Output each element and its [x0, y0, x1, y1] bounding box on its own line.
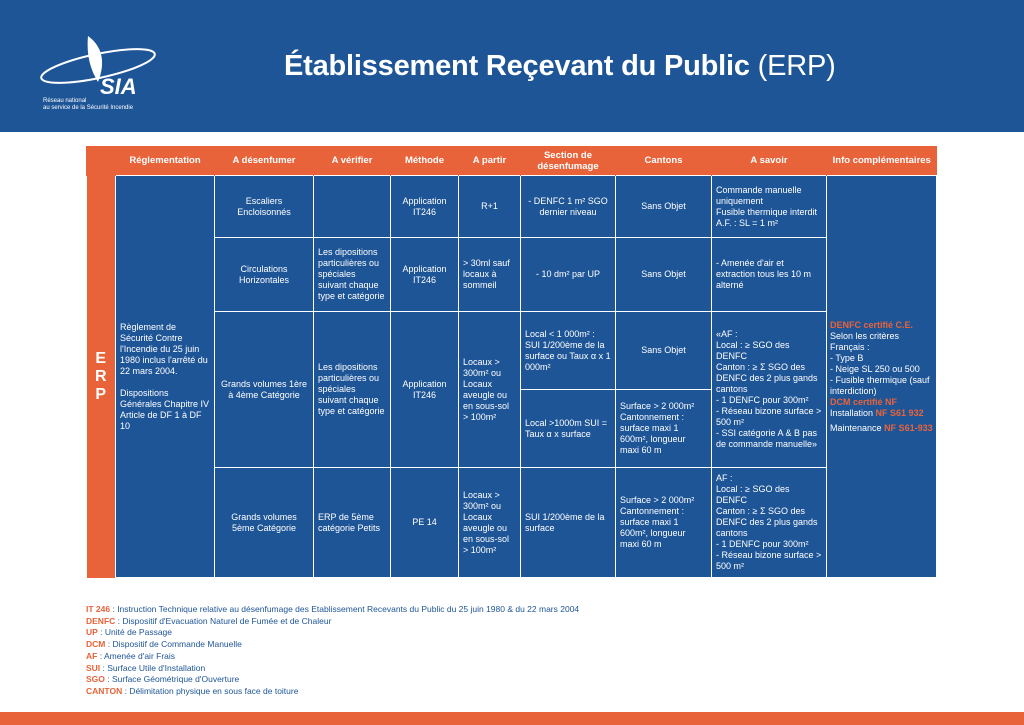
a-savoir-line: AF : [716, 473, 733, 483]
header-spacer [87, 146, 116, 176]
cell-methode: Application IT246 [391, 176, 459, 238]
table-row [87, 312, 937, 390]
logo-subtitle-line1: Réseau national [43, 98, 87, 104]
legend-text: : Dispositif de Commande Manuelle [105, 639, 242, 650]
cell-section: Local < 1 000m² : SUI 1/200ème de la surface ou Taux α x 1 000m² [521, 312, 616, 390]
a-savoir-line: Canton : ≥ Σ SGO des DENFC des 2 plus gands cantons [716, 506, 818, 538]
cell-cantons: Surface > 2 000m² Cantonnement : surface maxi 1 600m², longueur maxi 60 m [616, 390, 712, 468]
cell-cantons: Sans Objet [616, 176, 712, 238]
logo-text: SIA [100, 74, 137, 96]
cell-methode: PE 14 [391, 468, 459, 578]
cell-cantons: Surface > 2 000m² Cantonnement : surface maxi 1 600m², longueur maxi 60 m [616, 468, 712, 578]
a-savoir-line: Local : ≥ SGO des DENFC [716, 340, 790, 361]
a-savoir-line: - Réseau bizone surface > 500 m² [716, 406, 822, 427]
cell-verifier: ERP de 5ème catégorie Petits [314, 468, 391, 578]
legend-item [86, 663, 579, 675]
info-maintenance-label: Maintenance [830, 422, 882, 433]
cell-a-savoir [712, 312, 827, 468]
header-a-verifier: A vérifier [314, 146, 391, 176]
erp-letter-p: P [95, 385, 107, 403]
cell-a-savoir [712, 468, 827, 578]
table-header-row [87, 146, 937, 176]
erp-table [86, 146, 937, 578]
cell-verifier [314, 176, 391, 238]
reglementation-cell [116, 176, 215, 578]
header-methode: Méthode [391, 146, 459, 176]
a-savoir-line: Local : ≥ SGO des DENFC [716, 484, 790, 505]
header-a-savoir: A savoir [712, 146, 827, 176]
erp-letter-e: E [95, 349, 107, 367]
legend-abbr: DCM [86, 639, 106, 650]
cell-a-partir: > 30ml sauf locaux à sommeil [459, 238, 521, 312]
header-reglementation: Réglementation [116, 146, 215, 176]
table-row [87, 468, 937, 578]
cell-a-savoir: - Amenée d'air et extraction tous les 10 m alterné [712, 238, 827, 312]
legend-text: : Dispositif d'Evacuation Naturel de Fumée et de Chaleur [115, 615, 332, 626]
header-info-complementaires: Info complémentaires [827, 146, 937, 176]
cell-desenfumer: Grands volumes 1ère à 4ème Catégorie [215, 312, 314, 468]
legend-abbr: SGO [86, 674, 105, 685]
legend-item [86, 686, 579, 698]
a-savoir-line: Canton : ≥ Σ SGO des DENFC des 2 plus gands cantons [716, 362, 818, 394]
a-savoir-line: - 1 DENFC pour 300m² [716, 539, 809, 549]
legend-text: : Unité de Passage [97, 627, 172, 638]
info-installation [830, 408, 933, 419]
cell-desenfumer: Grands volumes 5ème Catégorie [215, 468, 314, 578]
legend-text: : Instruction Technique relative au désenfumage des Etablissement Recevants du Public du 25 juin 1980 & du 22 mars 2004 [110, 604, 580, 614]
erp-letter-r: R [94, 367, 107, 385]
erp-label-cell [87, 176, 116, 578]
erp-table-container [86, 146, 936, 577]
legend-abbr: UP [86, 627, 98, 638]
cell-methode: Application IT246 [391, 312, 459, 468]
cell-a-savoir [712, 176, 827, 238]
page-title-acronym: (ERP) [757, 50, 836, 82]
info-maintenance [830, 423, 933, 434]
a-savoir-line: Commande manuelle uniquement [716, 184, 802, 206]
cell-section: - DENFC 1 m² SGO dernier niveau [521, 176, 616, 238]
legend-abbr: SUI [86, 662, 101, 673]
a-savoir-line: «AF : [716, 329, 738, 339]
info-line: - Neige SL 250 ou 500 [830, 363, 920, 374]
info-line: Selon les critères Français : [830, 330, 900, 352]
a-savoir-line: A.F. : SL = 1 m² [716, 217, 778, 228]
legend-item [86, 651, 579, 663]
logo-subtitle-line2: au service de la Sécurité Incendie [43, 105, 134, 111]
info-dcm-certifie: DCM certifié NF [830, 396, 898, 407]
legend-item [86, 616, 579, 628]
logo-subtitle [43, 98, 133, 112]
cell-a-partir: R+1 [459, 176, 521, 238]
cell-desenfumer: Escaliers Encloisonnés [215, 176, 314, 238]
a-savoir-line: - 1 DENFC pour 300m² [716, 395, 809, 405]
table-row [87, 176, 937, 238]
info-maintenance-norm: NF S61-933 [884, 422, 933, 433]
legend-item [86, 639, 579, 651]
cell-verifier: Les dipositions particulières ou spéciales suivant chaque type et catégorie [314, 238, 391, 312]
a-savoir-line: - SSI catégorie A & B pas de commande manuelle» [716, 428, 818, 449]
sia-logo-mark-icon [40, 32, 180, 96]
cell-a-partir: Locaux > 300m² ou Locaux aveugle ou en sous-sol > 100m² [459, 468, 521, 578]
cell-methode: Application IT246 [391, 238, 459, 312]
legend-text: : Surface Géométrique d'Ouverture [104, 674, 240, 685]
info-denfc-certifie: DENFC certifié C.E. [830, 319, 914, 330]
header-banner [0, 0, 1024, 132]
legend-text: : Surface Utile d'Installation [100, 662, 206, 673]
legend-text: : Amenée d'air Frais [97, 650, 176, 661]
legend-item [86, 674, 579, 686]
page-title [284, 50, 836, 83]
table-row [87, 238, 937, 312]
info-complementaires-cell [827, 176, 937, 578]
legend [86, 604, 579, 698]
cell-section: - 10 dm² par UP [521, 238, 616, 312]
header-cantons: Cantons [616, 146, 712, 176]
cell-section: Local >1000m SUI = Taux α x surface [521, 390, 616, 468]
legend-abbr: IT 246 [86, 604, 111, 614]
cell-cantons: Sans Objet [616, 238, 712, 312]
cell-section: SUI 1/200ème de la surface [521, 468, 616, 578]
sia-logo [40, 32, 180, 112]
cell-cantons: Sans Objet [616, 312, 712, 390]
header-section-desenfumage: Section de désenfumage [521, 146, 616, 176]
cell-desenfumer: Circulations Horizontales [215, 238, 314, 312]
info-installation-norm: NF S61 932 [875, 407, 924, 418]
legend-item [86, 627, 579, 639]
reglementation-text: Règlement de Sécurité Contre l'Incendie du 25 juin 1980 inclus l'arrêté du 22 mars 2004. [120, 321, 208, 376]
legend-abbr: CANTON [86, 685, 123, 696]
cell-verifier: Les dipositions particulières ou spéciales suivant chaque type et catégorie [314, 312, 391, 468]
legend-text: : Délimitation physique en sous face de toiture [122, 685, 299, 696]
info-installation-label: Installation [830, 407, 874, 418]
info-line: - Type B [830, 352, 864, 363]
legend-abbr: AF [86, 650, 98, 661]
legend-abbr: DENFC [86, 615, 116, 626]
dispositions-text: Dispositions Générales Chapitre IV Article de DF 1 à DF 10 [120, 387, 210, 431]
a-savoir-line: - Réseau bizone surface > 500 m² [716, 550, 822, 571]
info-line: - Fusible thermique (sauf interdiction) [830, 374, 930, 396]
header-a-desenfumer: A désenfumer [215, 146, 314, 176]
page-title-main: Établissement Reçevant du Public [284, 50, 750, 82]
header-a-partir: A partir [459, 146, 521, 176]
a-savoir-line: Fusible thermique interdit [716, 206, 818, 217]
cell-a-partir: Locaux > 300m² ou Locaux aveugle ou en sous-sol > 100m² [459, 312, 521, 468]
legend-item [86, 604, 579, 616]
bottom-bar [0, 712, 1024, 725]
